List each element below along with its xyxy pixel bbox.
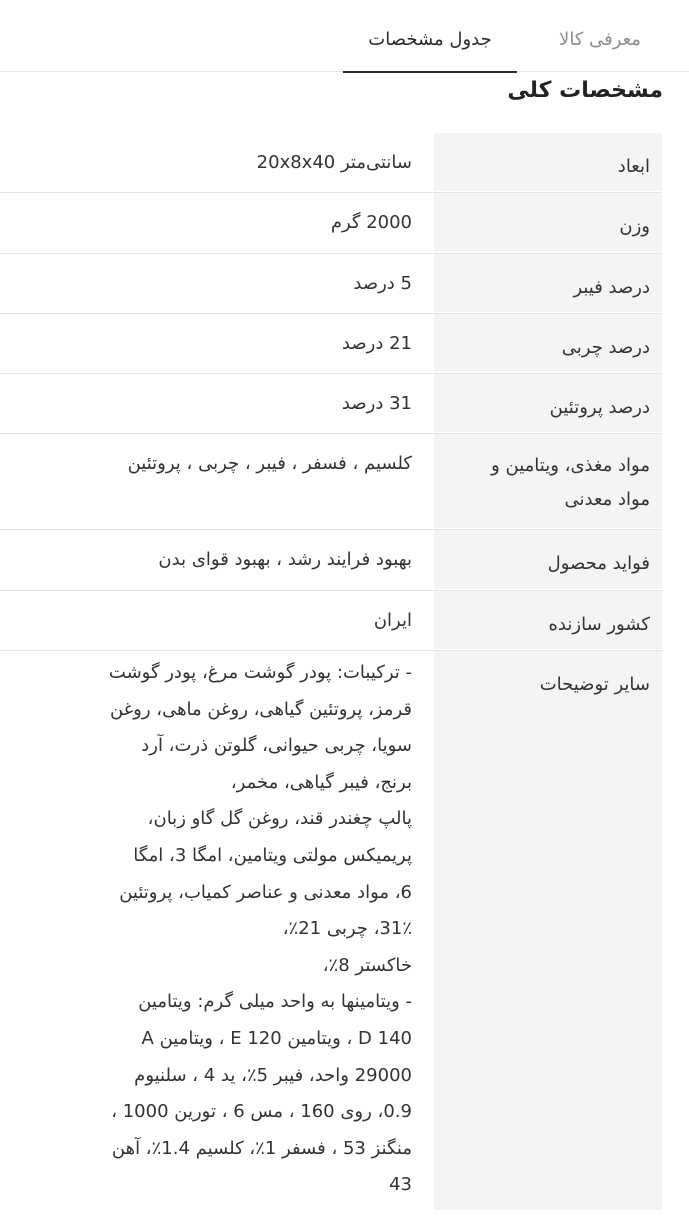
spec-key: مواد مغذی، ویتامین و مواد معدنی bbox=[434, 434, 662, 529]
tab-bar bbox=[0, 0, 689, 72]
spec-row-dimensions bbox=[0, 133, 662, 193]
spec-table bbox=[0, 133, 662, 1211]
spec-key: سایر توضیحات bbox=[434, 651, 662, 1211]
spec-key: درصد پروتئین bbox=[434, 374, 662, 433]
spec-key: فواید محصول bbox=[434, 530, 662, 590]
tab-product-intro[interactable]: معرفی کالا bbox=[559, 29, 641, 50]
spec-value: بهبود فرایند رشد ، بهبود قوای بدن bbox=[158, 549, 412, 570]
spec-value: - ترکیبات: پودر گوشت مرغ، پودر گوشت قرمز، پروتئین گیاهی، روغن ماهی، روغن سویا، چربی حیوانی، گلوتن ذرت، آرد برنج، فیبر گیاهی، مخمر، پالپ چغندر قند، روغن گل گاو زبان، پریمیکس مولتی ویتامین، امگا 3، امگا 6، مواد معدنی و عناصر کمیاب، پروتئین 31٪، چربی 21٪، خاکستر 8٪، - ویتامینها به واحد میلی گرم: ویتامین D 140 ، ویتامین E 120 ، ویتامین A 29000 واحد، فیبر 5٪، ید 4 ، سلنیوم 0.9، روی 160 ، مس 6 ، تورین 1000 ، منگنز 53 ، فسفر 1٪، کلسیم 1.4٪، آهن 43 bbox=[108, 662, 412, 1196]
spec-key: وزن bbox=[434, 193, 662, 253]
spec-value: 5 درصد bbox=[353, 273, 412, 294]
spec-row-benefits bbox=[0, 530, 662, 591]
spec-row-nutrients bbox=[0, 434, 662, 530]
spec-value: 21 درصد bbox=[341, 333, 412, 354]
spec-value: کلسیم ، فسفر ، فیبر ، چربی ، پروتئین bbox=[127, 453, 412, 474]
spec-value: 31 درصد bbox=[341, 393, 412, 414]
spec-row-fat bbox=[0, 314, 662, 374]
section-title: مشخصات کلی bbox=[507, 78, 663, 103]
spec-row-country bbox=[0, 591, 662, 651]
spec-row-other-notes bbox=[0, 651, 662, 1211]
spec-key: درصد چربی bbox=[434, 314, 662, 373]
tab-spec-table[interactable]: جدول مشخصات bbox=[343, 0, 517, 72]
spec-key: ابعاد bbox=[434, 133, 662, 192]
spec-row-protein bbox=[0, 374, 662, 434]
spec-row-weight bbox=[0, 193, 662, 254]
spec-key: کشور سازنده bbox=[434, 591, 662, 650]
spec-value: 2000 گرم bbox=[330, 212, 412, 233]
spec-value: سانتی‌متر 20x8x40 bbox=[256, 152, 412, 173]
spec-key: درصد فیبر bbox=[434, 254, 662, 313]
spec-row-fiber bbox=[0, 254, 662, 314]
spec-value: ایران bbox=[373, 610, 412, 631]
